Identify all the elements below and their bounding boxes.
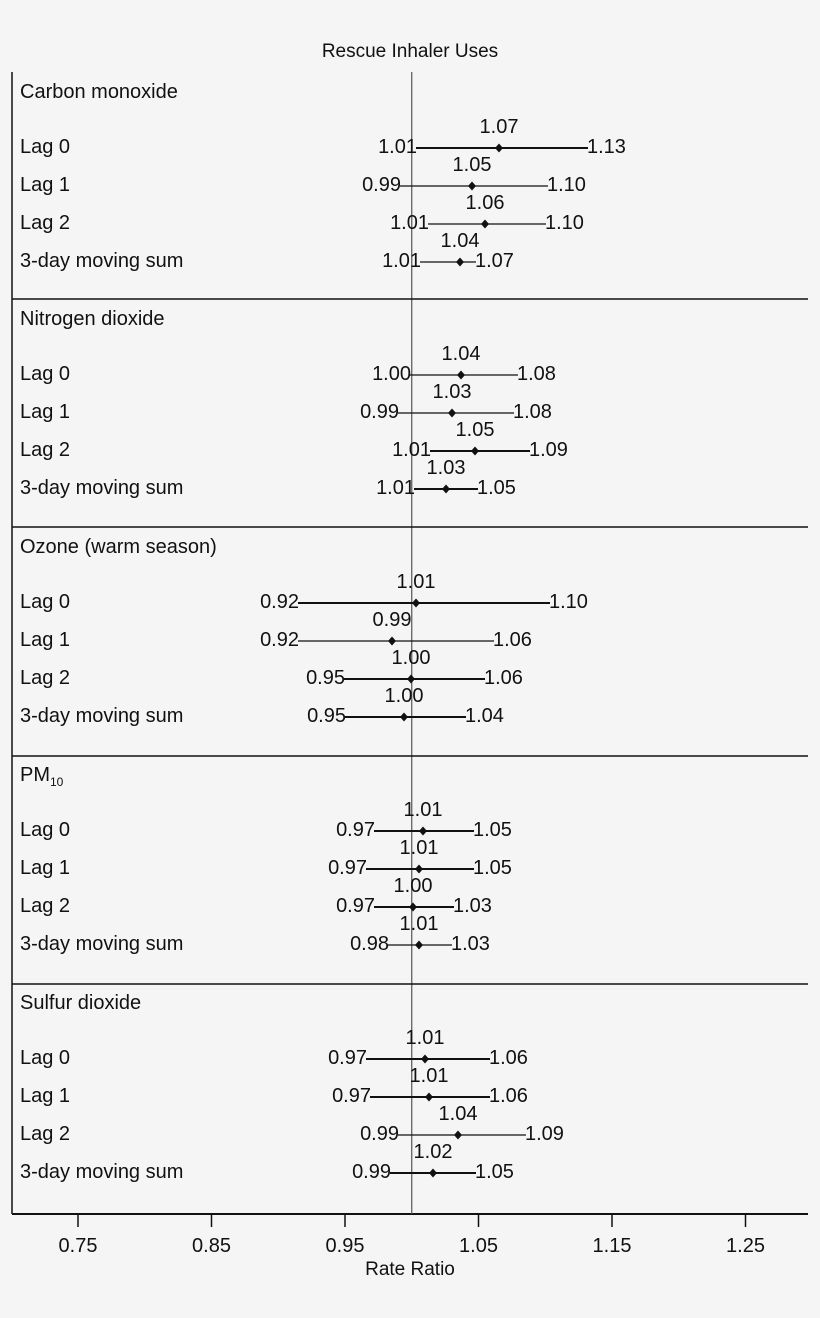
ci-upper-label: 1.05 <box>473 857 512 879</box>
ci-upper-label: 1.10 <box>549 591 588 613</box>
ci-upper-label: 1.05 <box>477 477 516 499</box>
row-label: 3-day moving sum <box>20 1161 184 1183</box>
point-estimate-marker <box>454 1131 462 1140</box>
row-label: 3-day moving sum <box>20 250 184 272</box>
point-estimate-marker <box>415 941 423 950</box>
ci-lower-label: 0.92 <box>260 591 299 613</box>
ci-lower-label: 0.95 <box>307 705 346 727</box>
row-label: Lag 1 <box>20 629 71 651</box>
row-label: 3-day moving sum <box>20 705 184 727</box>
ci-lower-label: 0.99 <box>352 1161 391 1183</box>
estimate-label: 1.00 <box>384 685 424 707</box>
row-label: Lag 0 <box>20 1047 71 1069</box>
x-tick-label: 0.95 <box>325 1235 365 1257</box>
ci-lower-label: 1.01 <box>378 136 417 158</box>
ci-lower-label: 0.97 <box>332 1085 371 1107</box>
row-label: Lag 1 <box>20 174 71 196</box>
point-estimate-marker <box>409 903 417 912</box>
row-label: Lag 2 <box>20 895 71 917</box>
ci-upper-label: 1.04 <box>465 705 504 727</box>
estimate-label: 1.05 <box>455 419 495 441</box>
x-tick-label: 1.05 <box>459 1235 498 1257</box>
group-header: $PM_{10}$ <box>20 764 64 789</box>
ci-lower-label: 0.99 <box>360 1123 399 1145</box>
point-estimate-marker <box>407 675 415 684</box>
row-label: Lag 1 <box>20 857 71 879</box>
point-estimate-marker <box>448 409 456 418</box>
ci-upper-label: 1.10 <box>545 212 584 234</box>
estimate-label: 0.99 <box>372 609 412 631</box>
ci-upper-label: 1.03 <box>451 933 490 955</box>
ci-lower-label: 0.97 <box>328 1047 367 1069</box>
estimate-label: 1.07 <box>479 116 519 138</box>
ci-upper-label: 1.03 <box>453 895 492 917</box>
estimate-label: 1.01 <box>409 1065 449 1087</box>
point-estimate-marker <box>425 1093 433 1102</box>
ci-upper-label: 1.07 <box>475 250 514 272</box>
estimate-label: 1.00 <box>393 875 433 897</box>
point-estimate-marker <box>481 220 489 229</box>
row-label: Lag 1 <box>20 401 71 423</box>
x-tick-label: 0.75 <box>58 1235 98 1257</box>
ci-lower-label: 1.01 <box>390 212 429 234</box>
point-estimate-marker <box>419 827 427 836</box>
estimate-label: 1.03 <box>426 457 466 479</box>
ci-lower-label: 0.99 <box>362 174 401 196</box>
chart-title: Rescue Inhaler Uses <box>321 41 499 62</box>
ci-lower-label: 0.98 <box>350 933 389 955</box>
x-tick-label: 1.25 <box>726 1235 765 1257</box>
group-header: Sulfur dioxide <box>20 992 142 1014</box>
ci-lower-label: 1.01 <box>376 477 415 499</box>
ci-lower-label: 0.92 <box>260 629 299 651</box>
point-estimate-marker <box>415 865 423 874</box>
ci-lower-label: 0.97 <box>336 895 375 917</box>
row-label: Lag 1 <box>20 1085 71 1107</box>
ci-upper-label: 1.09 <box>525 1123 564 1145</box>
estimate-label: 1.02 <box>413 1141 453 1163</box>
ci-upper-label: 1.06 <box>489 1085 528 1107</box>
row-label: Lag 2 <box>20 439 71 461</box>
x-tick-label: 1.15 <box>592 1235 632 1257</box>
row-label: 3-day moving sum <box>20 477 184 499</box>
group-header: Carbon monoxide <box>20 81 178 103</box>
point-estimate-marker <box>468 182 476 191</box>
ci-lower-label: 0.97 <box>336 819 375 841</box>
ci-upper-label: 1.08 <box>517 363 556 385</box>
estimate-label: 1.04 <box>438 1103 478 1125</box>
ci-lower-label: 1.01 <box>392 439 431 461</box>
x-axis-label: Rate Ratio <box>365 1259 455 1280</box>
estimate-label: 1.01 <box>399 913 439 935</box>
ci-lower-label: 0.97 <box>328 857 367 879</box>
row-label: Lag 2 <box>20 212 71 234</box>
row-label: Lag 0 <box>20 363 71 385</box>
ci-upper-label: 1.06 <box>489 1047 528 1069</box>
estimate-label: 1.01 <box>403 799 443 821</box>
point-estimate-marker <box>429 1169 437 1178</box>
estimate-label: 1.06 <box>465 192 505 214</box>
estimate-label: 1.01 <box>405 1027 445 1049</box>
point-estimate-marker <box>457 371 465 380</box>
point-estimate-marker <box>495 144 503 153</box>
row-label: Lag 2 <box>20 667 71 689</box>
ci-lower-label: 0.99 <box>360 401 399 423</box>
ci-lower-label: 1.00 <box>372 363 411 385</box>
group-header: Nitrogen dioxide <box>20 308 165 330</box>
row-label: Lag 2 <box>20 1123 71 1145</box>
estimate-label: 1.03 <box>432 381 472 403</box>
ci-upper-label: 1.06 <box>493 629 532 651</box>
row-label: Lag 0 <box>20 591 71 613</box>
estimate-label: 1.05 <box>452 154 492 176</box>
ci-upper-label: 1.09 <box>529 439 568 461</box>
estimate-label: 1.01 <box>399 837 439 859</box>
point-estimate-marker <box>442 485 450 494</box>
point-estimate-marker <box>471 447 479 456</box>
point-estimate-marker <box>388 637 396 646</box>
estimate-label: 1.00 <box>391 647 431 669</box>
point-estimate-marker <box>456 258 464 267</box>
estimate-label: 1.04 <box>440 230 480 252</box>
ci-lower-label: 0.95 <box>306 667 345 689</box>
point-estimate-marker <box>400 713 408 722</box>
ci-upper-label: 1.08 <box>513 401 552 423</box>
row-label: Lag 0 <box>20 136 71 158</box>
ci-upper-label: 1.06 <box>484 667 523 689</box>
group-header: Ozone (warm season) <box>20 536 217 558</box>
row-label: Lag 0 <box>20 819 71 841</box>
x-tick-label: 0.85 <box>192 1235 231 1257</box>
ci-upper-label: 1.05 <box>473 819 512 841</box>
ci-upper-label: 1.05 <box>475 1161 514 1183</box>
ci-upper-label: 1.10 <box>547 174 586 196</box>
point-estimate-marker <box>412 599 420 608</box>
estimate-label: 1.04 <box>441 343 481 365</box>
estimate-label: 1.01 <box>396 571 436 593</box>
point-estimate-marker <box>421 1055 429 1064</box>
ci-upper-label: 1.13 <box>587 136 626 158</box>
row-label: 3-day moving sum <box>20 933 184 955</box>
ci-lower-label: 1.01 <box>382 250 421 272</box>
